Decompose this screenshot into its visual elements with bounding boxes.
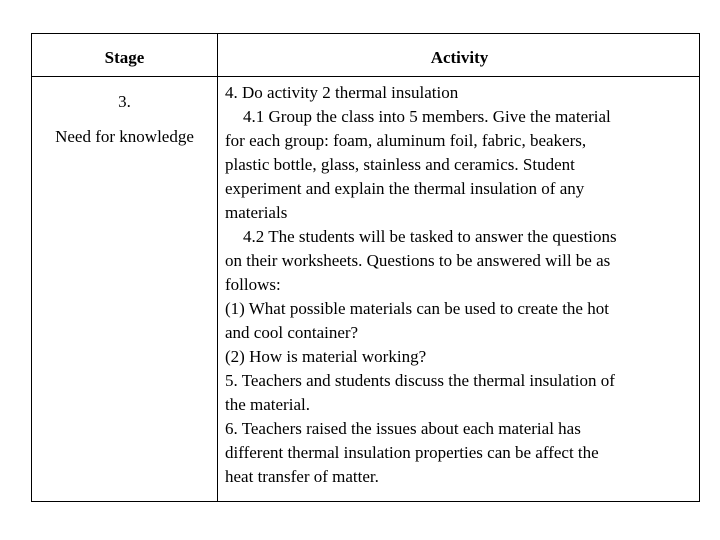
activity-line: on their worksheets. Questions to be answered will be as bbox=[225, 251, 611, 270]
activity-line: (1) What possible materials can be used to create the hot bbox=[225, 299, 609, 318]
activity-line: 6. Teachers raised the issues about each material has bbox=[225, 419, 581, 438]
activity-line: heat transfer of matter. bbox=[225, 467, 379, 486]
header-activity: Activity bbox=[430, 48, 489, 67]
activity-line: and cool container? bbox=[225, 323, 359, 342]
activity-line: experiment and explain the thermal insulation of any bbox=[225, 179, 585, 198]
activity-line: 5. Teachers and students discuss the thermal insulation of bbox=[225, 371, 615, 390]
activity-line: follows: bbox=[225, 275, 281, 294]
activity-line: the material. bbox=[225, 395, 310, 414]
activity-line: materials bbox=[225, 203, 288, 222]
activity-line: 4.1 Group the class into 5 members. Give the material bbox=[243, 107, 611, 126]
activity-line: different thermal insulation properties can be affect the bbox=[225, 443, 599, 462]
stage-name: Need for knowledge bbox=[55, 127, 194, 146]
stage-number: 3. bbox=[118, 92, 131, 111]
activity-line: (2) How is material working? bbox=[225, 347, 427, 366]
activity-line: 4. Do activity 2 thermal insulation bbox=[225, 83, 459, 102]
column-divider bbox=[217, 34, 218, 501]
activity-line: plastic bottle, glass, stainless and ceramics. Student bbox=[225, 155, 575, 174]
activity-table bbox=[31, 33, 700, 502]
header-divider bbox=[32, 76, 699, 77]
activity-line: 4.2 The students will be tasked to answer the questions bbox=[243, 227, 617, 246]
activity-line: for each group: foam, aluminum foil, fabric, beakers, bbox=[225, 131, 587, 150]
header-stage: Stage bbox=[104, 48, 145, 67]
activity-cell bbox=[225, 81, 695, 489]
